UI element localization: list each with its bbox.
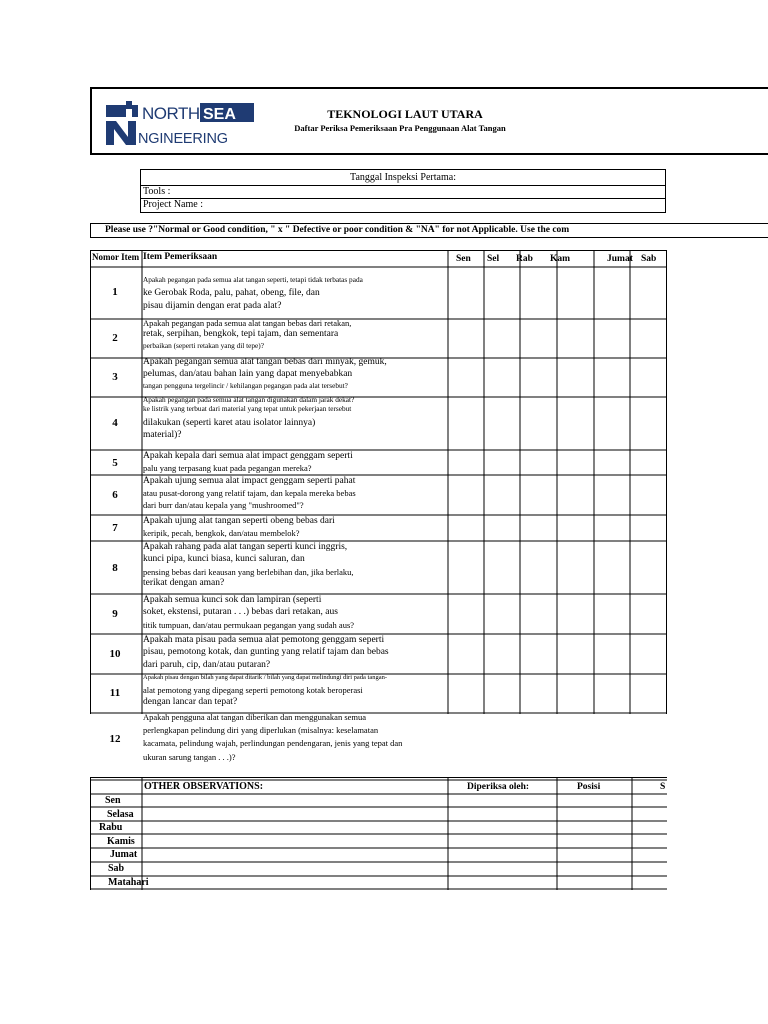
item-text: Apakah pengguna alat tangan diberikan dan menggunakan semua perlengkapan pelindung diri yang diperlukan (misalnya: keselamatan kacamata, pelindung wajah, perlindungan pendengaran, jenis yang tepat dan ukuran sarung tangan . . .)? — [143, 712, 403, 762]
item-text: Apakah rahang pada alat tangan seperti kunci inggris, kunci pipa, kunci biasa, kunci saluran, dan pensing bebas dari keausan yang berlebihan dan, jika berlaku, terikat dengan aman? — [143, 542, 354, 588]
observations-table-grid — [90, 777, 667, 890]
document-title: TEKNOLOGI LAUT UTARA — [327, 107, 483, 121]
item-text: Apakah semua kunci sok dan lampiran (seperti soket, ekstensi, putaran . . .) bebas dari retakan, aus titik tumpuan, dan/atau permukaan pegangan yang sudah aus? — [143, 595, 355, 630]
item-text: Apakah pegangan pada semua alat tangan digunakan dalam jarak dekat? ke listrik yang terbuat dari material yang tepat untuk pekerjaan tersebut dilakukan (seperti karet atau isolator lainnya) material)? — [143, 396, 355, 440]
header-day-sel: Sel — [487, 254, 500, 264]
item-number: 12 — [109, 733, 121, 745]
header-day-sen: Sen — [456, 254, 471, 264]
header-item-number: Nomor Item — [92, 252, 140, 262]
obs-day-sen: Sen — [105, 795, 121, 806]
header-day-sab: Sab — [641, 254, 657, 264]
header-day-jumat: Jumat — [607, 254, 633, 264]
item-text: Apakah pegangan semua alat tangan bebas dari minyak, gemuk, pelumas, dan/atau bahan lain yang dapat menyebabkan tangan pengguna tergelincir / kehilangan pegangan pada alat tersebut? — [143, 357, 387, 390]
item-text: Apakah ujung alat tangan seperti obeng bebas dari keripik, pecah, bengkok, dan/atau membelok? — [143, 516, 335, 539]
tools-field[interactable]: Tools : — [141, 185, 665, 199]
item-number: 3 — [112, 371, 118, 383]
north-sea-engineering-logo — [104, 101, 256, 147]
obs-day-matahari: Matahari — [108, 877, 149, 888]
header-day-kam: Kam — [550, 254, 571, 264]
project-name-field[interactable]: Project Name : — [143, 199, 203, 210]
item-text: Apakah mata pisau pada semua alat pemotong genggam seperti pisau, pemotong kotak, dan gunting yang relatif tajam dan bebas dari paruh, cip, dan/atau putaran? — [143, 635, 389, 670]
document-subtitle: Daftar Periksa Pemeriksaan Pra Penggunaan Alat Tangan — [294, 123, 506, 133]
item-number: 8 — [112, 562, 118, 574]
item-number: 7 — [112, 522, 118, 534]
obs-day-jumat: Jumat — [110, 849, 138, 860]
inspection-info-box — [140, 169, 666, 213]
item-text: Apakah pegangan pada semua alat tangan seperti, tetapi tidak terbatas pada ke Gerobak Roda, palu, pahat, obeng, file, dan pisau dijamin dengan erat pada alat? — [143, 276, 363, 312]
svg-text:SEA: SEA — [203, 106, 236, 123]
checked-by-label: Diperiksa oleh: — [467, 782, 530, 792]
item-text: Apakah pisau dengan bilah yang dapat ditarik / bilah yang dapat melindungi diri pada tangan- alat pemotong yang dipegang seperti pemotong kotak beroperasi dengan lancar dan tepat? — [143, 674, 388, 707]
position-label: Posisi — [577, 782, 601, 792]
obs-day-sab: Sab — [108, 863, 125, 874]
header-day-rab: Rab — [516, 254, 533, 264]
obs-day-kamis: Kamis — [107, 836, 135, 847]
signature-label: S — [660, 782, 666, 792]
svg-text:NGINEERING: NGINEERING — [138, 131, 228, 147]
instructions-banner: Please use ?"Normal or Good condition, " x " Defective or poor condition & "NA" for not Applicable. Use the com — [90, 223, 768, 238]
first-inspection-date-label: Tanggal Inspeksi Pertama: — [141, 170, 665, 186]
item-number: 5 — [112, 457, 118, 469]
item-number: 2 — [112, 332, 118, 344]
item-text: Apakah ujung semua alat impact genggam seperti pahat atau pusat-dorong yang relatif tajam, dan kepala mereka bebas dari burr dan/atau kepala yang "mushroomed"? — [143, 476, 356, 510]
svg-text:NORTH: NORTH — [142, 104, 200, 123]
obs-day-rabu: Rabu — [99, 822, 123, 833]
item-number: 11 — [109, 687, 121, 699]
item-number: 10 — [109, 648, 121, 660]
other-observations-label: OTHER OBSERVATIONS: — [144, 781, 264, 792]
item-number: 9 — [112, 608, 118, 620]
item-number: 1 — [112, 286, 118, 298]
item-number: 4 — [112, 417, 118, 429]
item-text: Apakah kepala dari semua alat impact genggam seperti palu yang terpasang kuat pada pegangan mereka? — [143, 451, 353, 474]
item-text: Apakah pegangan pada semua alat tangan bebas dari retakan, retak, serpihan, bengkok, tepi tajam, dan sementara perbaikan (seperti retakan yang dil tepe)? — [143, 318, 352, 350]
item-number: 6 — [112, 489, 118, 501]
header-item-check: Item Pemeriksaan — [143, 252, 218, 262]
obs-day-selasa: Selasa — [107, 809, 134, 820]
